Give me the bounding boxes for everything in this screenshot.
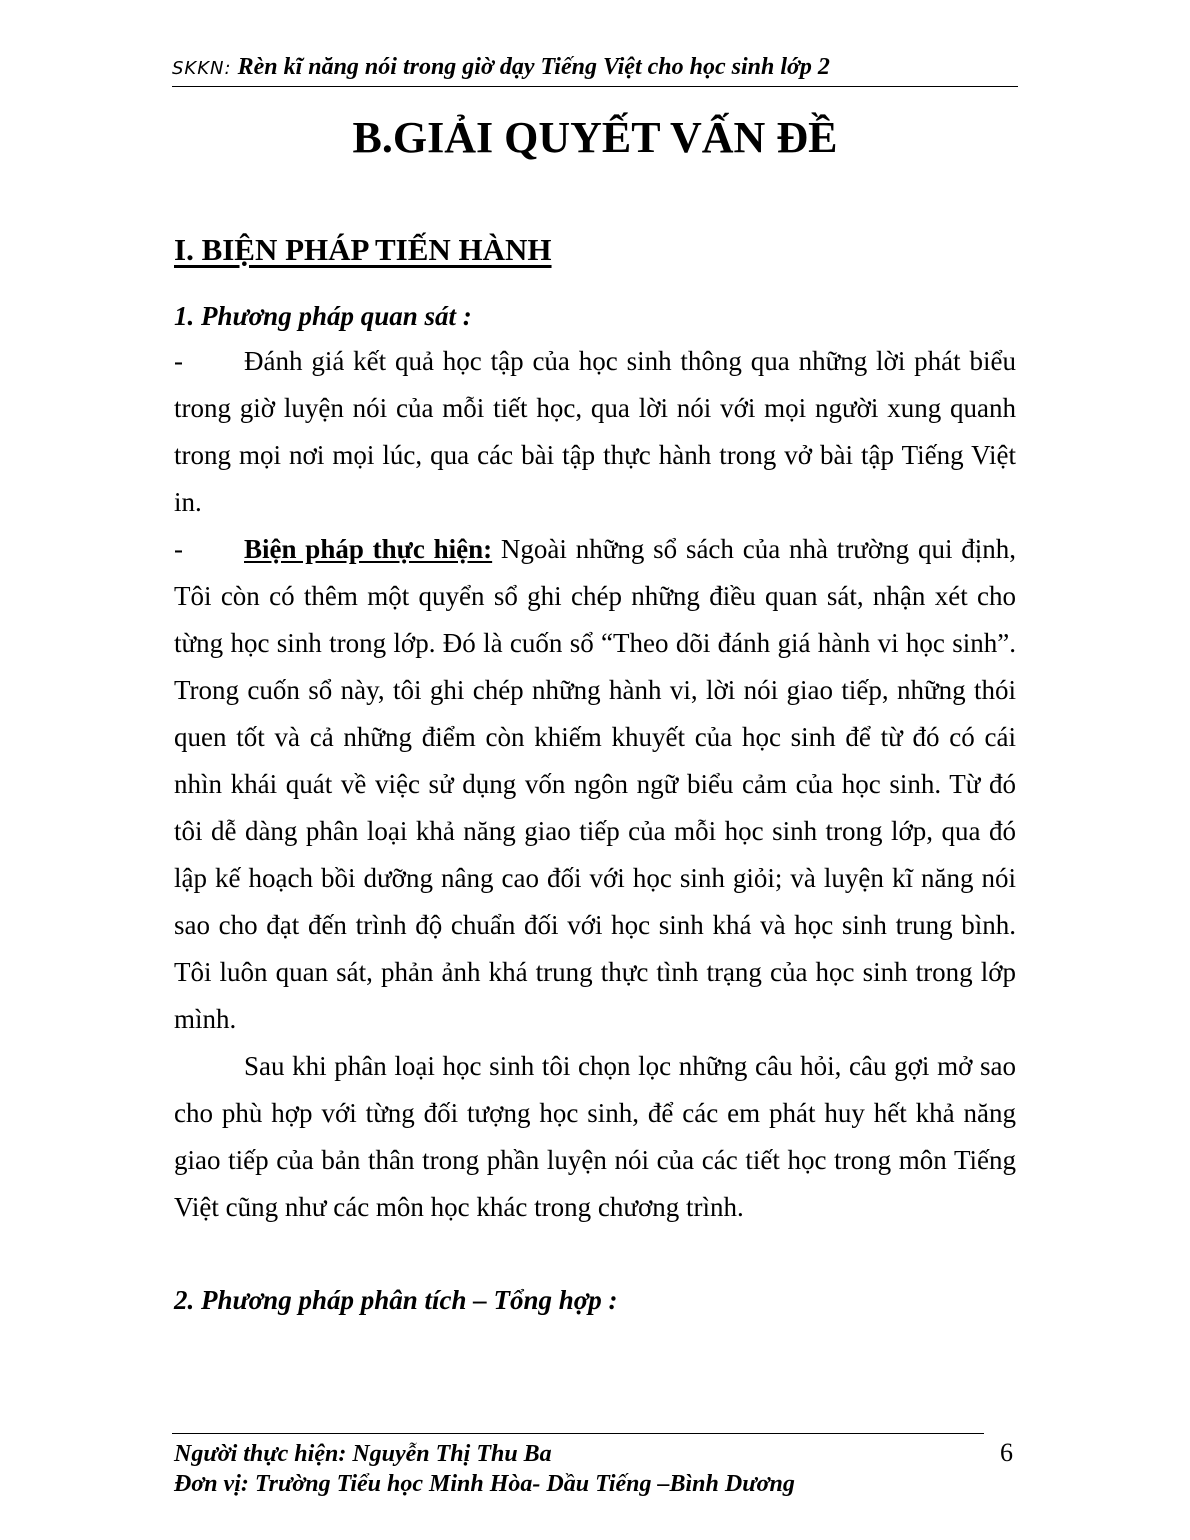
subsection-title-1: 1. Phương pháp quan sát : — [174, 301, 472, 331]
paragraph-classification — [174, 1043, 1016, 1231]
paragraph-lead: Biện pháp thực hiện: — [244, 534, 493, 564]
footer-divider — [172, 1433, 984, 1434]
bullet-dash: - — [174, 534, 183, 564]
header-prefix: SKKN: — [172, 58, 232, 79]
section-title: I. BIỆN PHÁP TIẾN HÀNH — [174, 232, 552, 267]
paragraph-text: Đánh giá kết quả học tập của học sinh thông qua những lời phát biểu trong giờ luyện nói của mỗi tiết học, qua lời nói với mọi người xung quanh trong mọi nơi mọi lúc, qua các bài tập thực hành trong vở bài tập Tiếng Việt in. — [174, 346, 1016, 517]
paragraph-observation — [174, 338, 1016, 526]
subsection-title-2: 2. Phương pháp phân tích – Tổng hợp : — [174, 1285, 618, 1315]
page-number: 6 — [1000, 1438, 1013, 1467]
main-title: B.GIẢI QUYẾT VẤN ĐỀ — [352, 113, 838, 162]
header-title: Rèn kĩ năng nói trong giờ dạy Tiếng Việt cho học sinh lớp 2 — [231, 54, 830, 80]
bullet-dash: - — [174, 346, 183, 376]
footer-author: Người thực hiện: Nguyễn Thị Thu Ba — [174, 1441, 552, 1467]
paragraph-text: Sau khi phân loại học sinh tôi chọn lọc những câu hỏi, câu gợi mở sao cho phù hợp với từng đối tượng học sinh, để các em phát huy hết khả năng giao tiếp của bản thân trong phần luyện nói của các tiết học trong môn Tiếng Việt cũng như các môn học khác trong chương trình. — [174, 1051, 1016, 1222]
paragraph-measures — [174, 526, 1016, 1043]
footer-unit: Đơn vị: Trường Tiểu học Minh Hòa- Dầu Tiếng –Bình Dương — [174, 1471, 795, 1497]
page-header — [172, 50, 1018, 87]
paragraph-text: Ngoài những sổ sách của nhà trường qui định, Tôi còn có thêm một quyển sổ ghi chép những điều quan sát, nhận xét cho từng học sinh trong lớp. Đó là cuốn sổ “Theo dõi đánh giá hành vi học sinh”. Trong cuốn sổ này, tôi ghi chép những hành vi, lời nói giao tiếp, những thói quen tốt và cả những điểm còn khiếm khuyết của học sinh để từ đó có cái nhìn khái quát về việc sử dụng vốn ngôn ngữ biểu cảm của học sinh. Từ đó tôi dễ dàng phân loại khả năng giao tiếp của mỗi học sinh trong lớp, qua đó lập kế hoạch bồi dưỡng nâng cao đối với học sinh giỏi; và luyện kĩ năng nói sao cho đạt đến trình độ chuẩn đối với học sinh khá và học sinh trung bình. Tôi luôn quan sát, phản ảnh khá trung thực tình trạng của học sinh trong lớp mình. — [174, 534, 1016, 1034]
